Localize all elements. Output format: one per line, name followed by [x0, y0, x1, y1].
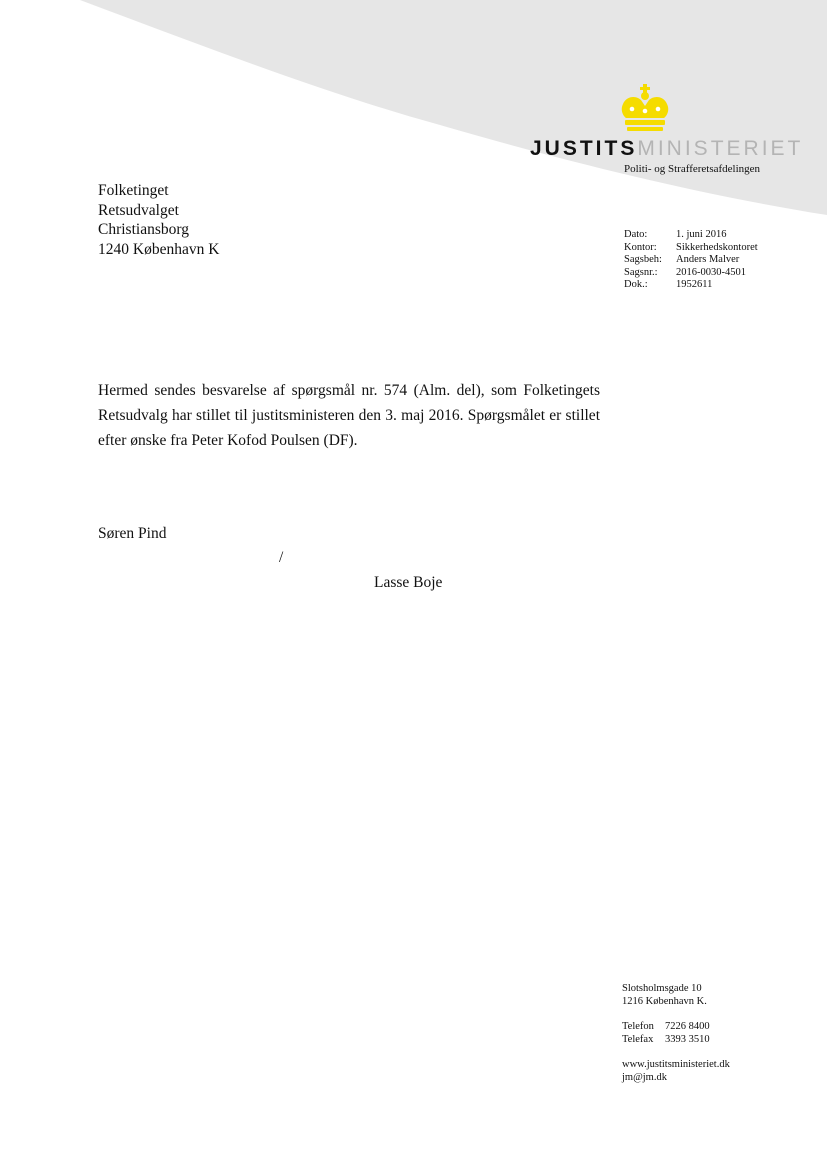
footer-fax	[622, 1034, 730, 1047]
signer-name: Søren Pind	[98, 525, 167, 542]
ministry-logo	[530, 137, 803, 161]
meta-value: 2016-0030-4501	[676, 266, 746, 278]
logo-text-light: MINISTERIET	[637, 137, 804, 160]
footer-address-line: Slotsholmsgade 10	[622, 983, 702, 994]
meta-value: Sikkerhedskontoret	[676, 241, 758, 253]
footer-website: www.justitsministeriet.dk	[622, 1059, 730, 1071]
recipient-line: Christiansborg	[98, 221, 189, 238]
meta-value: Anders Malver	[676, 254, 740, 266]
meta-key: Sagsbeh:	[624, 254, 662, 266]
meta-row-case-officer	[624, 254, 758, 267]
crown-logo-icon	[618, 84, 672, 132]
document-metadata	[624, 229, 758, 292]
recipient-line: 1240 København K	[98, 240, 220, 258]
cosigner-name: Lasse Boje	[374, 574, 443, 591]
meta-key: Kontor:	[624, 241, 657, 253]
signature-separator: /	[279, 549, 284, 566]
meta-row-office	[624, 242, 758, 255]
meta-key: Sagsnr.:	[624, 266, 658, 278]
meta-key: Dato:	[624, 229, 648, 240]
meta-row-date	[624, 229, 758, 242]
meta-key: Dok.:	[624, 279, 648, 291]
department-name: Politi- og Strafferetsafdelingen	[624, 163, 761, 175]
meta-row-case-number	[624, 267, 758, 280]
footer-address-line: 1216 København K.	[622, 995, 707, 1007]
phone-label: Telefon	[622, 1021, 654, 1033]
logo-text-strong: JUSTITS	[530, 137, 638, 160]
meta-row-document	[624, 279, 758, 292]
recipient-line: Folketinget	[98, 182, 169, 199]
meta-value: 1. juni 2016	[676, 229, 727, 240]
footer-contact	[622, 983, 730, 1085]
fax-number: 3393 3510	[665, 1033, 710, 1045]
footer-email: jm@jm.dk	[622, 1071, 667, 1083]
phone-number: 7226 8400	[665, 1021, 710, 1033]
recipient-line: Retsudvalget	[98, 201, 179, 219]
recipient-address	[98, 181, 219, 259]
meta-value: 1952611	[676, 279, 713, 291]
fax-label: Telefax	[622, 1033, 654, 1045]
footer-phone	[622, 1021, 730, 1034]
letter-body: Hermed sendes besvarelse af spørgsmål nr. 574 (Alm. del), som Folketingets Retsudvalg har stillet til justitsministeren den 3. maj 2016. Spørgsmålet er stillet efter ønske fra Peter Kofod Poulsen (DF).	[98, 382, 600, 449]
